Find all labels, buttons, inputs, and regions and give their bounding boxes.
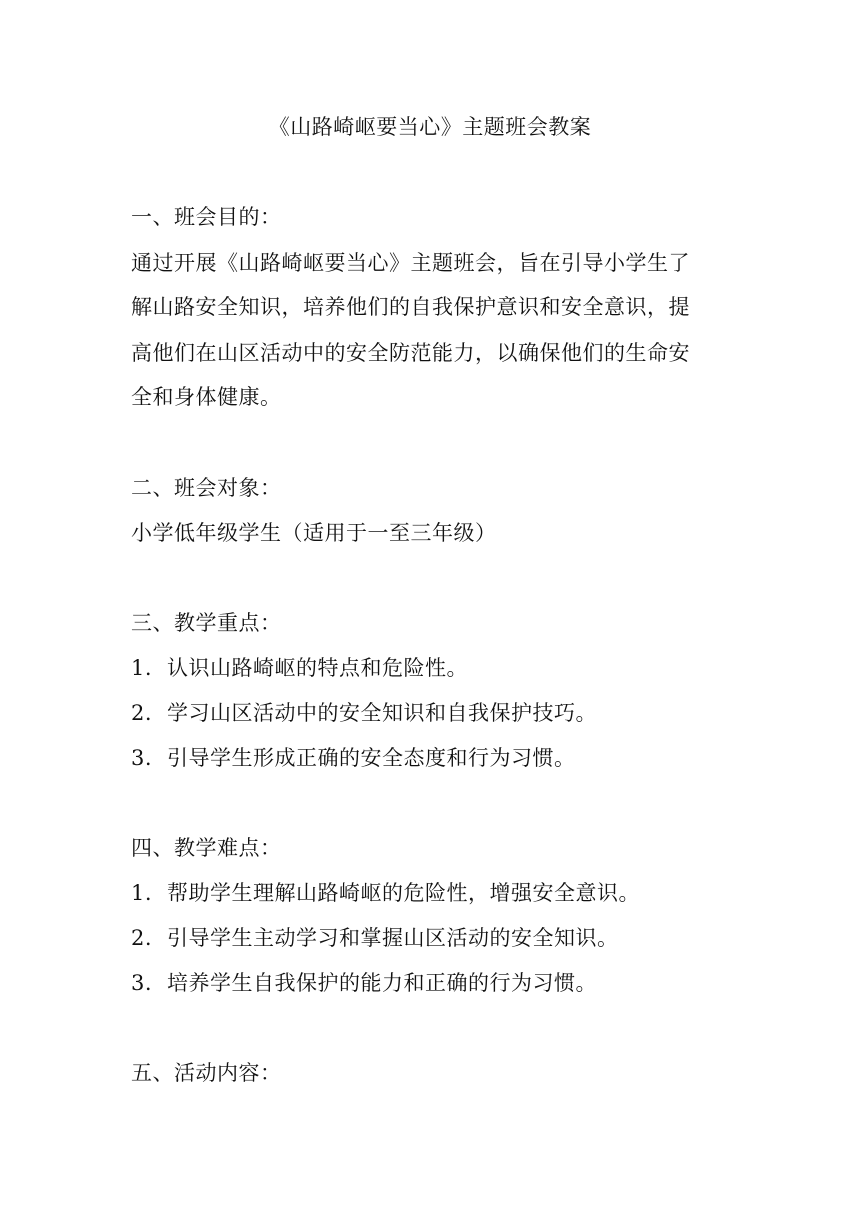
list-item-text: 帮助学生理解山路崎岖的危险性，增强安全意识。 (167, 881, 640, 905)
list-item-number: 3. (131, 746, 153, 770)
list-item-text: 学习山区活动中的安全知识和自我保护技巧。 (167, 701, 597, 725)
list-item-text: 引导学生形成正确的安全态度和行为习惯。 (167, 746, 576, 770)
list-item-number: 1. (131, 656, 153, 680)
list-item (131, 878, 640, 908)
section-heading-key-points: 三、教学重点： (131, 611, 282, 635)
paragraph-line: 小学低年级学生（适用于一至三年级） (131, 521, 497, 545)
list-item (131, 923, 619, 953)
list-item (131, 653, 468, 683)
list-item-number: 3. (131, 971, 153, 995)
list-item (131, 698, 597, 728)
list-item-number: 2. (131, 701, 153, 725)
section-heading-activities: 五、活动内容： (131, 1061, 282, 1085)
section-heading-difficulties: 四、教学难点： (131, 836, 282, 860)
section-heading-audience: 二、班会对象： (131, 476, 282, 500)
paragraph-line: 高他们在山区活动中的安全防范能力，以确保他们的生命安 (131, 341, 690, 365)
paragraph-line: 全和身体健康。 (131, 385, 282, 409)
list-item-number: 2. (131, 926, 153, 950)
list-item-number: 1. (131, 881, 153, 905)
list-item (131, 743, 576, 773)
list-item (131, 968, 597, 998)
document-title: 《山路崎岖要当心》主题班会教案 (268, 115, 592, 139)
list-item-text: 培养学生自我保护的能力和正确的行为习惯。 (167, 971, 597, 995)
list-item-text: 引导学生主动学习和掌握山区活动的安全知识。 (167, 926, 619, 950)
list-item-text: 认识山路崎岖的特点和危险性。 (167, 656, 468, 680)
paragraph-line: 解山路安全知识，培养他们的自我保护意识和安全意识，提 (131, 295, 690, 319)
paragraph-line: 通过开展《山路崎岖要当心》主题班会，旨在引导小学生了 (131, 251, 690, 275)
section-heading-purpose: 一、班会目的： (131, 205, 282, 229)
